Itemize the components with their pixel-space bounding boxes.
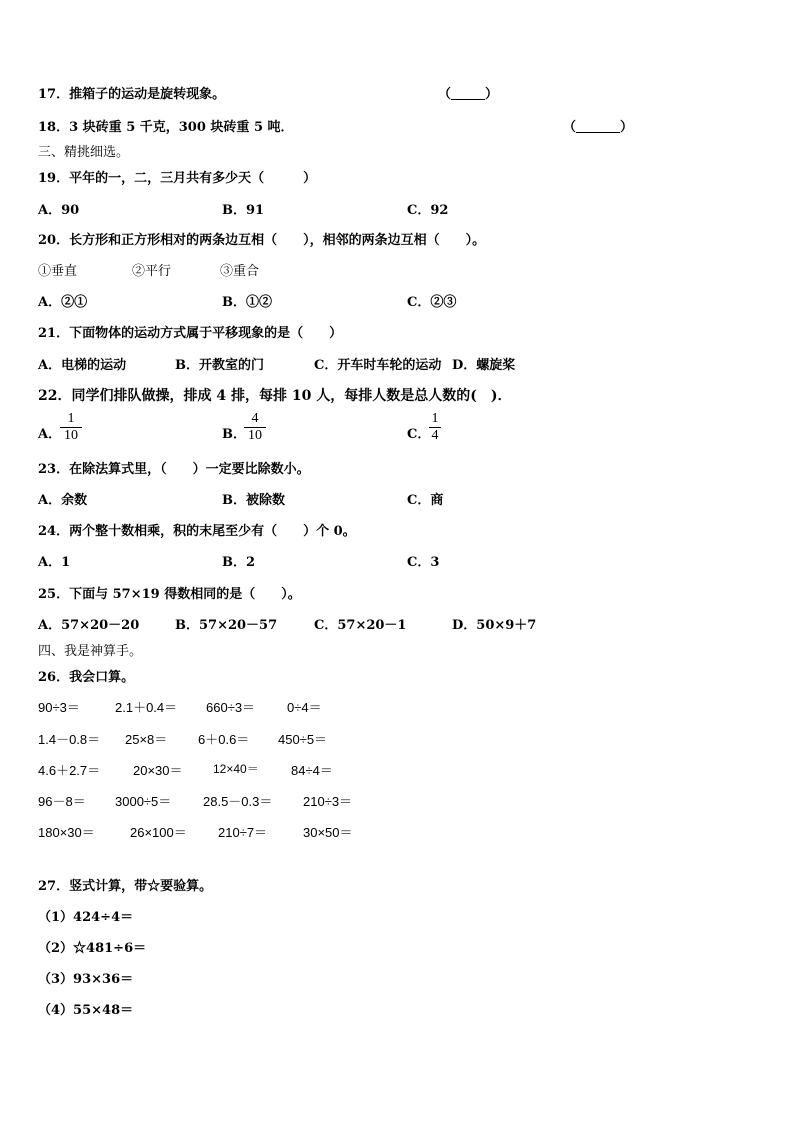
- q24-option-b[interactable]: B．2: [222, 555, 256, 570]
- section-heading-4: 四、我是神算手。: [38, 644, 143, 659]
- q22-text: 22．同学们排队做操，排成 4 排，每排 10 人，每排人数是总人数的( )．: [38, 388, 512, 404]
- q24-option-a[interactable]: A．1: [38, 555, 71, 570]
- q27-item-4: （4）55×48＝: [38, 1003, 134, 1018]
- q20-option-a[interactable]: A．②①: [38, 295, 88, 310]
- q22-fraction-a: $\frac{1}{10}$: [60, 411, 82, 444]
- q24-option-c[interactable]: C．3: [407, 555, 440, 570]
- q26-expr: 30×50＝: [303, 825, 353, 840]
- q26-expr: 96－8＝: [38, 794, 86, 809]
- q26-expr: 26×100＝: [130, 825, 187, 840]
- q26-expr: 210÷3＝: [303, 794, 353, 809]
- q20-option-c[interactable]: C．②③: [407, 295, 457, 310]
- q26-expr: 84÷4＝: [291, 763, 333, 778]
- q21-option-b[interactable]: B．开教室的门: [175, 358, 264, 373]
- q25-text: 25．下面与 57×19 得数相同的是（ ）。: [38, 587, 301, 602]
- q26-expr: 1.4－0.8＝: [38, 732, 101, 747]
- q26-expr: 90÷3＝: [38, 700, 80, 715]
- q22-option-b[interactable]: B．: [222, 427, 246, 442]
- q22-fraction-b: $\frac{4}{10}$: [244, 411, 266, 444]
- q22-option-c[interactable]: C．: [407, 427, 431, 442]
- q21-option-a[interactable]: A．电梯的运动: [38, 358, 127, 373]
- q22-option-a[interactable]: A．: [38, 427, 62, 442]
- q26-text: 26．我会口算。: [38, 670, 135, 685]
- q26-expr: 2.1＋0.4＝: [115, 700, 178, 715]
- q18-answer-blank[interactable]: [576, 120, 620, 133]
- q25-option-c[interactable]: C．57×20－1: [314, 618, 407, 633]
- q21-option-c[interactable]: C．开车时车轮的运动: [314, 358, 442, 373]
- q26-expr: 180×30＝: [38, 825, 95, 840]
- q23-option-c[interactable]: C．商: [407, 493, 444, 508]
- q20-text: 20．长方形和正方形相对的两条边互相（ ），相邻的两条边互相（ ）。: [38, 233, 486, 248]
- q24-text: 24．两个整十数相乘，积的末尾至少有（ ）个 0。: [38, 524, 356, 539]
- q26-expr: 210÷7＝: [218, 825, 268, 840]
- q26-expr: 0÷4＝: [287, 700, 322, 715]
- q17-answer-paren: （ ）: [438, 87, 499, 102]
- q27-item-1: （1）424÷4＝: [38, 910, 134, 925]
- q17-answer-blank[interactable]: [451, 87, 485, 100]
- q21-text: 21．下面物体的运动方式属于平移现象的是（ ）: [38, 326, 343, 341]
- q25-option-d[interactable]: D．50×9＋7: [452, 618, 537, 633]
- q26-expr: 12×40＝: [213, 762, 259, 776]
- q26-expr: 25×8＝: [125, 732, 168, 747]
- q23-text: 23．在除法算式里，（ ）一定要比除数小。: [38, 462, 310, 477]
- q20-choice-2: ②平行: [132, 264, 172, 279]
- q27-text: 27．竖式计算，带☆要验算。: [38, 879, 213, 894]
- section-heading-3: 三、精挑细选。: [38, 145, 130, 160]
- q18-answer-paren: （ ）: [563, 120, 634, 135]
- q18-text: 18．3 块砖重 5 千克，300 块砖重 5 吨．: [38, 120, 294, 135]
- q20-choice-1: ①垂直: [38, 264, 78, 279]
- q19-option-a[interactable]: A．90: [38, 203, 80, 218]
- q22-fraction-c: $\frac{1}{4}$: [429, 411, 441, 444]
- q27-item-3: （3）93×36＝: [38, 972, 134, 987]
- q19-text: 19．平年的一，二，三月共有多少天（ ）: [38, 171, 317, 186]
- q25-option-a[interactable]: A．57×20－20: [38, 618, 140, 633]
- q23-option-a[interactable]: A．余数: [38, 493, 88, 508]
- q27-item-2: （2）☆481÷6＝: [38, 941, 147, 956]
- q26-expr: 3000÷5＝: [115, 794, 172, 809]
- q26-expr: 6＋0.6＝: [198, 732, 250, 747]
- q20-option-b[interactable]: B．①②: [222, 295, 272, 310]
- q19-option-c[interactable]: C．92: [407, 203, 449, 218]
- q17-text: 17．推箱子的运动是旋转现象。: [38, 87, 226, 102]
- q26-expr: 28.5－0.3＝: [203, 794, 273, 809]
- q26-expr: 4.6＋2.7＝: [38, 763, 101, 778]
- q25-option-b[interactable]: B．57×20－57: [175, 618, 278, 633]
- q20-choice-3: ③重合: [220, 264, 260, 279]
- q26-expr: 660÷3＝: [206, 700, 256, 715]
- q21-option-d[interactable]: D．螺旋桨: [452, 358, 516, 373]
- q19-option-b[interactable]: B．91: [222, 203, 265, 218]
- q26-expr: 450÷5＝: [278, 732, 328, 747]
- q23-option-b[interactable]: B．被除数: [222, 493, 285, 508]
- q26-expr: 20×30＝: [133, 763, 183, 778]
